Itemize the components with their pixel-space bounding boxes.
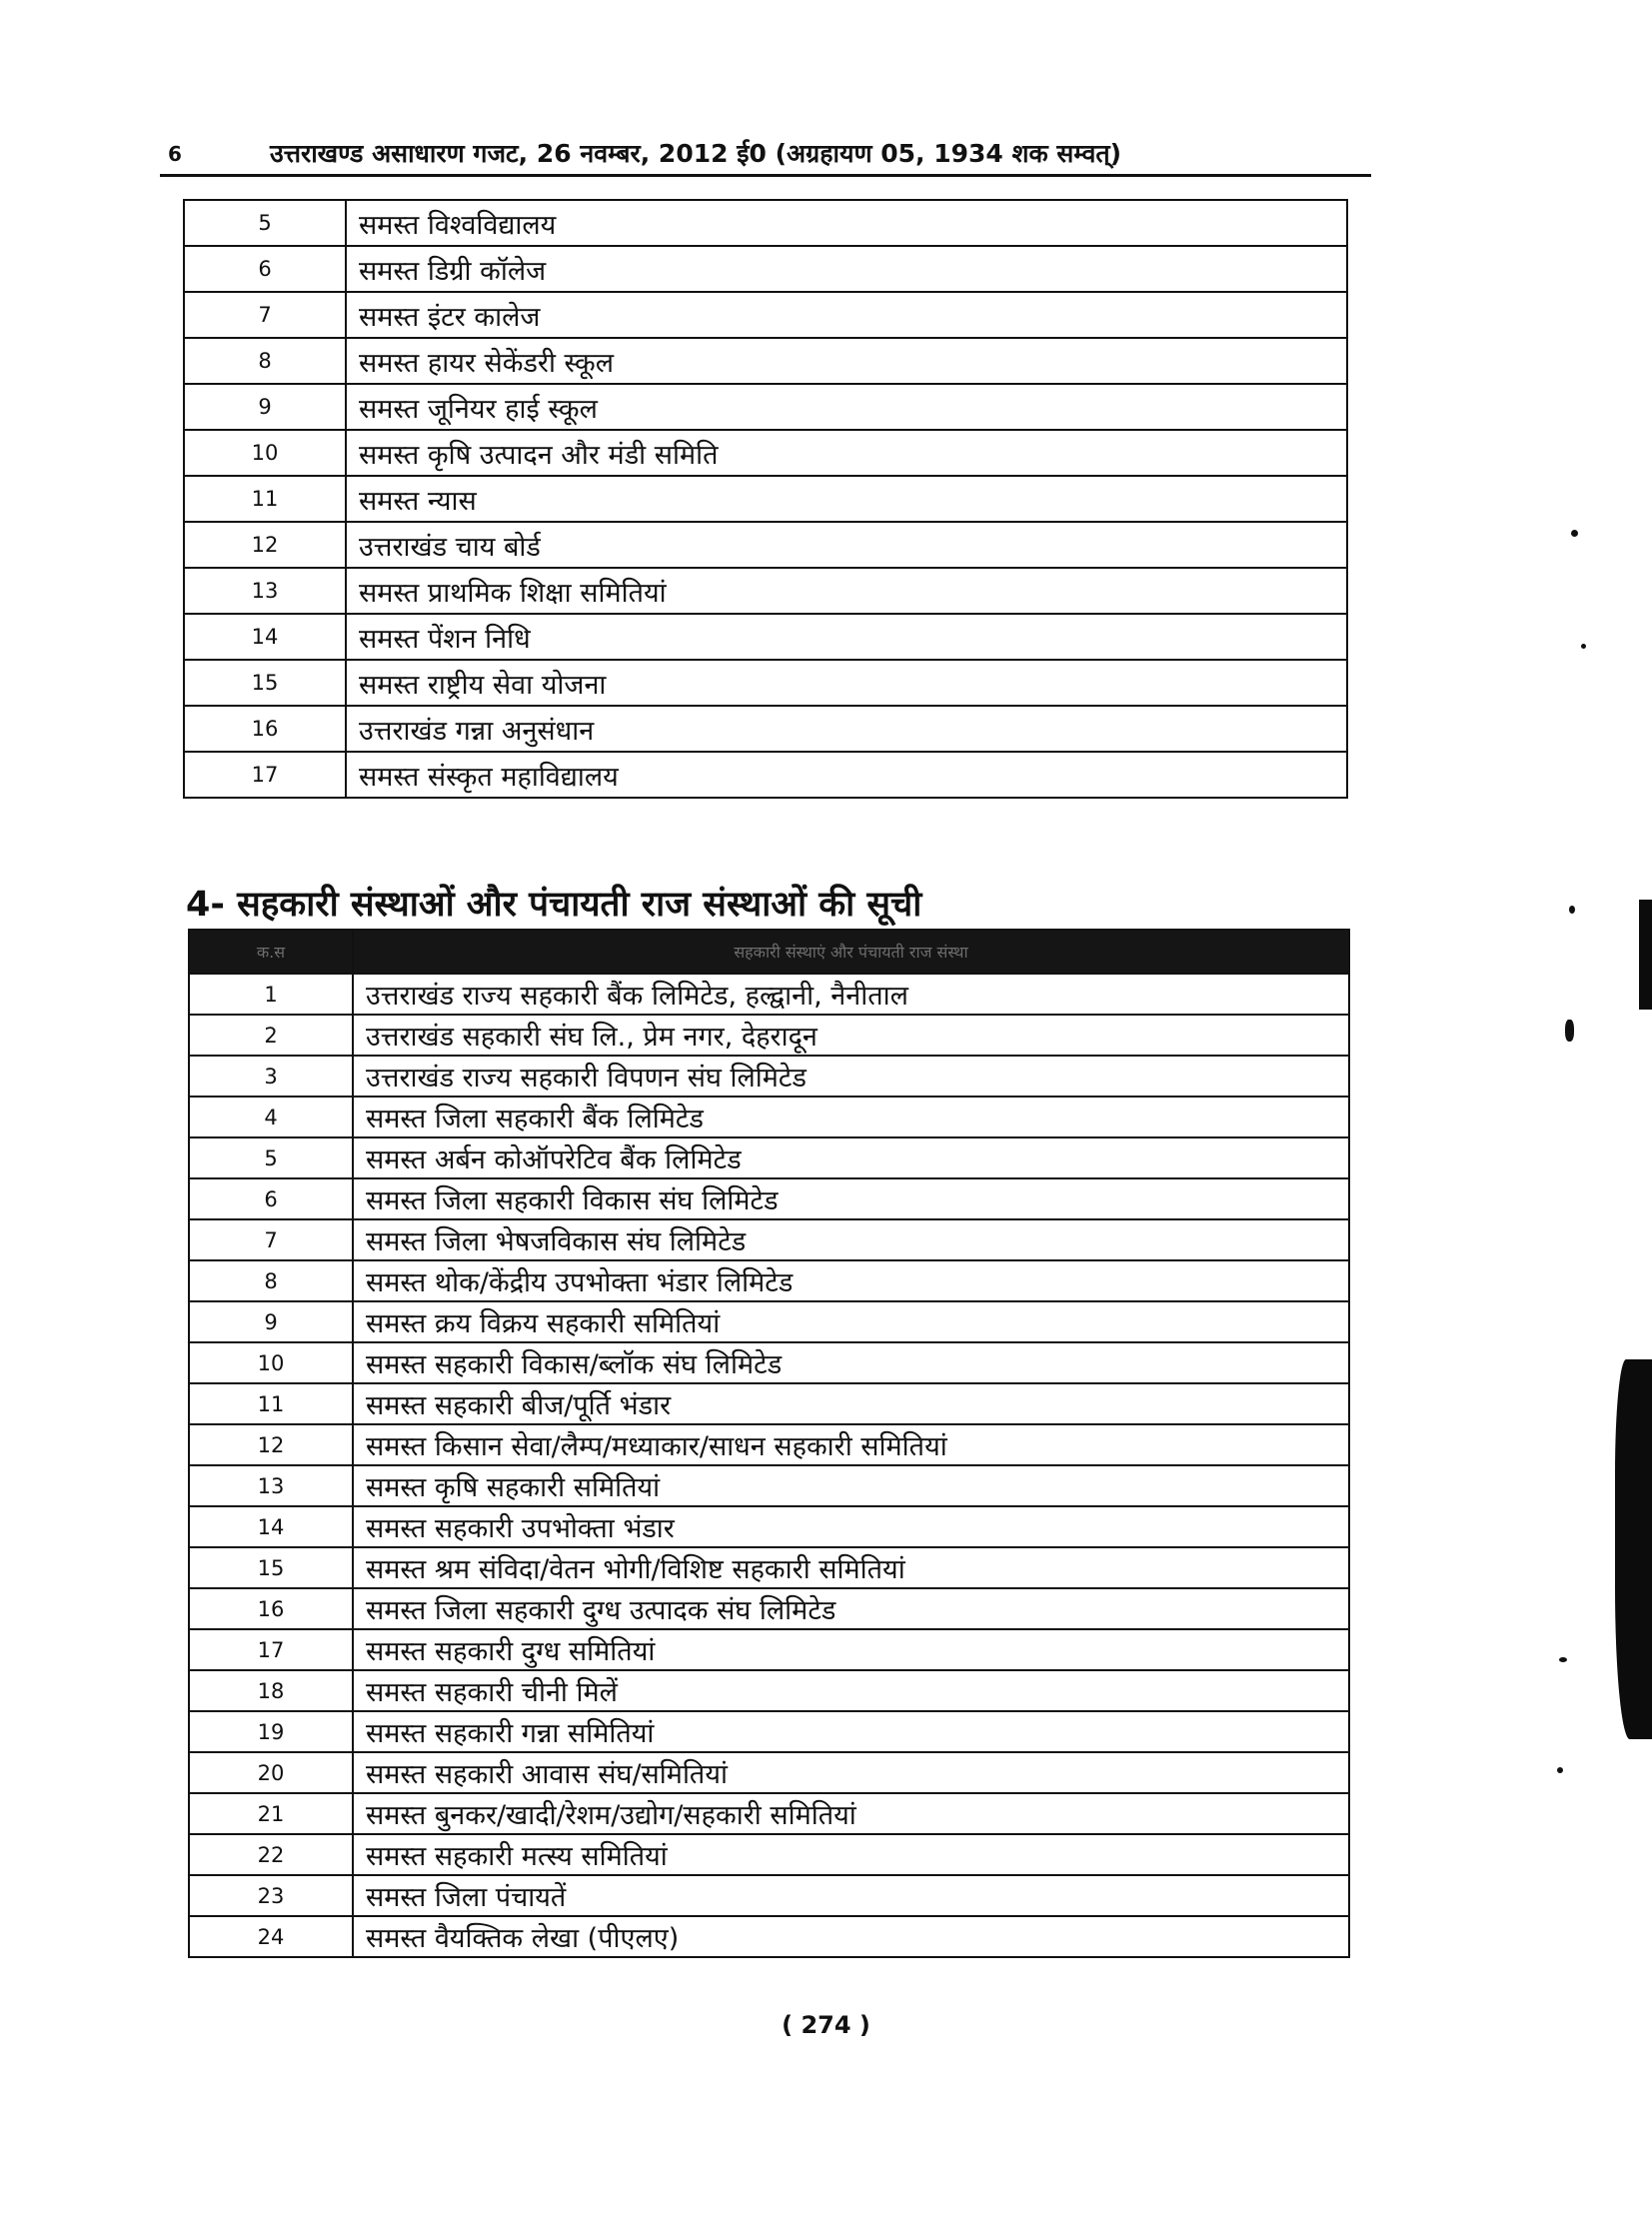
row-serial-number: 5	[189, 1137, 353, 1178]
row-serial-number: 5	[184, 200, 346, 246]
running-header-title: उत्तराखण्ड असाधारण गजट, 26 नवम्बर, 2012 ई0 (अग्रहायण 05, 1934 शक सम्वत्)	[270, 139, 1122, 168]
row-serial-number: 2	[189, 1015, 353, 1056]
row-institution-name: समस्त पेंशन निधि	[346, 614, 1347, 660]
cooperative-institutions-body	[189, 974, 1349, 1957]
table-row	[189, 1219, 1349, 1260]
row-serial-number: 24	[189, 1916, 353, 1957]
row-serial-number: 17	[189, 1629, 353, 1670]
table-row	[189, 1342, 1349, 1383]
scan-edge-artifact	[1615, 1359, 1652, 1739]
continued-list-body	[184, 200, 1347, 798]
table-header-row	[189, 930, 1349, 974]
column-header-name: सहकारी संस्थाएं और पंचायती राज संस्था	[353, 930, 1349, 974]
table-row	[184, 752, 1347, 798]
row-institution-name: उत्तराखंड सहकारी संघ लि., प्रेम नगर, देहरादून	[353, 1015, 1349, 1056]
table-row	[189, 1383, 1349, 1424]
table-row	[184, 246, 1347, 292]
table-row	[189, 1506, 1349, 1547]
row-institution-name: समस्त सहकारी विकास/ब्लॉक संघ लिमिटेड	[353, 1342, 1349, 1383]
row-serial-number: 11	[189, 1383, 353, 1424]
row-serial-number: 6	[189, 1178, 353, 1219]
row-institution-name: समस्त किसान सेवा/लैम्प/मध्याकार/साधन सहकारी समितियां	[353, 1424, 1349, 1465]
row-institution-name: समस्त जिला भेषजविकास संघ लिमिटेड	[353, 1219, 1349, 1260]
footer-page-number: ( 274 )	[782, 2011, 870, 2039]
continued-list-table	[183, 199, 1348, 799]
table-row	[184, 338, 1347, 384]
row-institution-name: समस्त राष्ट्रीय सेवा योजना	[346, 660, 1347, 706]
row-institution-name: समस्त वैयक्तिक लेखा (पीएलए)	[353, 1916, 1349, 1957]
row-serial-number: 6	[184, 246, 346, 292]
row-institution-name: समस्त संस्कृत महाविद्यालय	[346, 752, 1347, 798]
row-institution-name: समस्त न्यास	[346, 476, 1347, 522]
row-institution-name: समस्त थोक/केंद्रीय उपभोक्ता भंडार लिमिटेड	[353, 1260, 1349, 1301]
row-institution-name: समस्त सहकारी मत्स्य समितियां	[353, 1834, 1349, 1875]
table-row	[189, 1834, 1349, 1875]
row-serial-number: 7	[184, 292, 346, 338]
row-serial-number: 15	[189, 1547, 353, 1588]
section-4-title: 4- सहकारी संस्थाओं और पंचायती राज संस्थाओं की सूची	[186, 885, 922, 925]
row-serial-number: 14	[189, 1506, 353, 1547]
table-row	[189, 1588, 1349, 1629]
table-row	[189, 1875, 1349, 1916]
page-number: 6	[168, 142, 182, 166]
row-serial-number: 9	[184, 384, 346, 430]
table-row	[184, 384, 1347, 430]
row-institution-name: समस्त सहकारी चीनी मिलें	[353, 1670, 1349, 1711]
cooperative-institutions-table	[188, 929, 1350, 1958]
row-serial-number: 21	[189, 1793, 353, 1834]
table-row	[189, 1916, 1349, 1957]
row-serial-number: 13	[184, 568, 346, 614]
row-institution-name: समस्त कृषि उत्पादन और मंडी समिति	[346, 430, 1347, 476]
table-row	[184, 614, 1347, 660]
table-row	[184, 476, 1347, 522]
table-row	[189, 1424, 1349, 1465]
table-row	[189, 1629, 1349, 1670]
table-row	[189, 1260, 1349, 1301]
table-row	[189, 1670, 1349, 1711]
table-row	[189, 1465, 1349, 1506]
row-institution-name: समस्त सहकारी बीज/पूर्ति भंडार	[353, 1383, 1349, 1424]
table-row	[184, 292, 1347, 338]
row-institution-name: उत्तराखंड राज्य सहकारी बैंक लिमिटेड, हल्द्वानी, नैनीताल	[353, 974, 1349, 1015]
row-serial-number: 16	[184, 706, 346, 752]
row-serial-number: 20	[189, 1752, 353, 1793]
scan-edge-artifact	[1639, 900, 1652, 1010]
row-institution-name: समस्त सहकारी गन्ना समितियां	[353, 1711, 1349, 1752]
row-institution-name: समस्त इंटर कालेज	[346, 292, 1347, 338]
row-institution-name: समस्त विश्वविद्यालय	[346, 200, 1347, 246]
table-row	[189, 1015, 1349, 1056]
row-institution-name: समस्त जिला पंचायतें	[353, 1875, 1349, 1916]
scan-speck	[1559, 1657, 1567, 1662]
row-serial-number: 12	[189, 1424, 353, 1465]
row-institution-name: समस्त जिला सहकारी बैंक लिमिटेड	[353, 1097, 1349, 1137]
row-serial-number: 19	[189, 1711, 353, 1752]
row-institution-name: समस्त प्राथमिक शिक्षा समितियां	[346, 568, 1347, 614]
row-serial-number: 22	[189, 1834, 353, 1875]
scan-speck	[1565, 1020, 1574, 1042]
row-institution-name: समस्त जूनियर हाई स्कूल	[346, 384, 1347, 430]
row-institution-name: समस्त जिला सहकारी विकास संघ लिमिटेड	[353, 1178, 1349, 1219]
row-institution-name: समस्त सहकारी उपभोक्ता भंडार	[353, 1506, 1349, 1547]
column-header-serial: क.स	[189, 930, 353, 974]
row-institution-name: समस्त क्रय विक्रय सहकारी समितियां	[353, 1301, 1349, 1342]
row-serial-number: 17	[184, 752, 346, 798]
table-row	[189, 1752, 1349, 1793]
header-rule	[160, 174, 1371, 177]
table-row	[189, 1301, 1349, 1342]
row-institution-name: समस्त सहकारी आवास संघ/समितियां	[353, 1752, 1349, 1793]
row-serial-number: 8	[184, 338, 346, 384]
table-row	[189, 1137, 1349, 1178]
row-institution-name: समस्त जिला सहकारी दुग्ध उत्पादक संघ लिमिटेड	[353, 1588, 1349, 1629]
table-row	[189, 1056, 1349, 1097]
row-institution-name: उत्तराखंड गन्ना अनुसंधान	[346, 706, 1347, 752]
row-serial-number: 23	[189, 1875, 353, 1916]
row-serial-number: 10	[189, 1342, 353, 1383]
row-serial-number: 1	[189, 974, 353, 1015]
row-serial-number: 18	[189, 1670, 353, 1711]
row-institution-name: समस्त अर्बन कोऑपरेटिव बैंक लिमिटेड	[353, 1137, 1349, 1178]
scan-speck	[1557, 1767, 1563, 1773]
row-institution-name: समस्त हायर सेकेंडरी स्कूल	[346, 338, 1347, 384]
row-serial-number: 3	[189, 1056, 353, 1097]
row-institution-name: समस्त सहकारी दुग्ध समितियां	[353, 1629, 1349, 1670]
row-serial-number: 11	[184, 476, 346, 522]
row-serial-number: 7	[189, 1219, 353, 1260]
row-serial-number: 14	[184, 614, 346, 660]
table-row	[184, 522, 1347, 568]
table-row	[189, 1711, 1349, 1752]
table-row	[189, 1793, 1349, 1834]
table-row	[184, 200, 1347, 246]
scan-speck	[1569, 906, 1575, 914]
row-serial-number: 12	[184, 522, 346, 568]
table-row	[189, 974, 1349, 1015]
row-serial-number: 15	[184, 660, 346, 706]
row-institution-name: समस्त कृषि सहकारी समितियां	[353, 1465, 1349, 1506]
table-row	[184, 568, 1347, 614]
row-institution-name: समस्त डिग्री कॉलेज	[346, 246, 1347, 292]
row-serial-number: 4	[189, 1097, 353, 1137]
row-serial-number: 9	[189, 1301, 353, 1342]
table-row	[184, 660, 1347, 706]
row-institution-name: उत्तराखंड राज्य सहकारी विपणन संघ लिमिटेड	[353, 1056, 1349, 1097]
row-institution-name: समस्त श्रम संविदा/वेतन भोगी/विशिष्ट सहकारी समितियां	[353, 1547, 1349, 1588]
table-row	[189, 1547, 1349, 1588]
row-institution-name: समस्त बुनकर/खादी/रेशम/उद्योग/सहकारी समितियां	[353, 1793, 1349, 1834]
scan-speck	[1581, 644, 1586, 649]
row-serial-number: 10	[184, 430, 346, 476]
row-serial-number: 13	[189, 1465, 353, 1506]
table-row	[184, 706, 1347, 752]
scan-speck	[1571, 530, 1578, 537]
table-row	[189, 1097, 1349, 1137]
row-serial-number: 8	[189, 1260, 353, 1301]
table-row	[184, 430, 1347, 476]
row-institution-name: उत्तराखंड चाय बोर्ड	[346, 522, 1347, 568]
row-serial-number: 16	[189, 1588, 353, 1629]
table-row	[189, 1178, 1349, 1219]
